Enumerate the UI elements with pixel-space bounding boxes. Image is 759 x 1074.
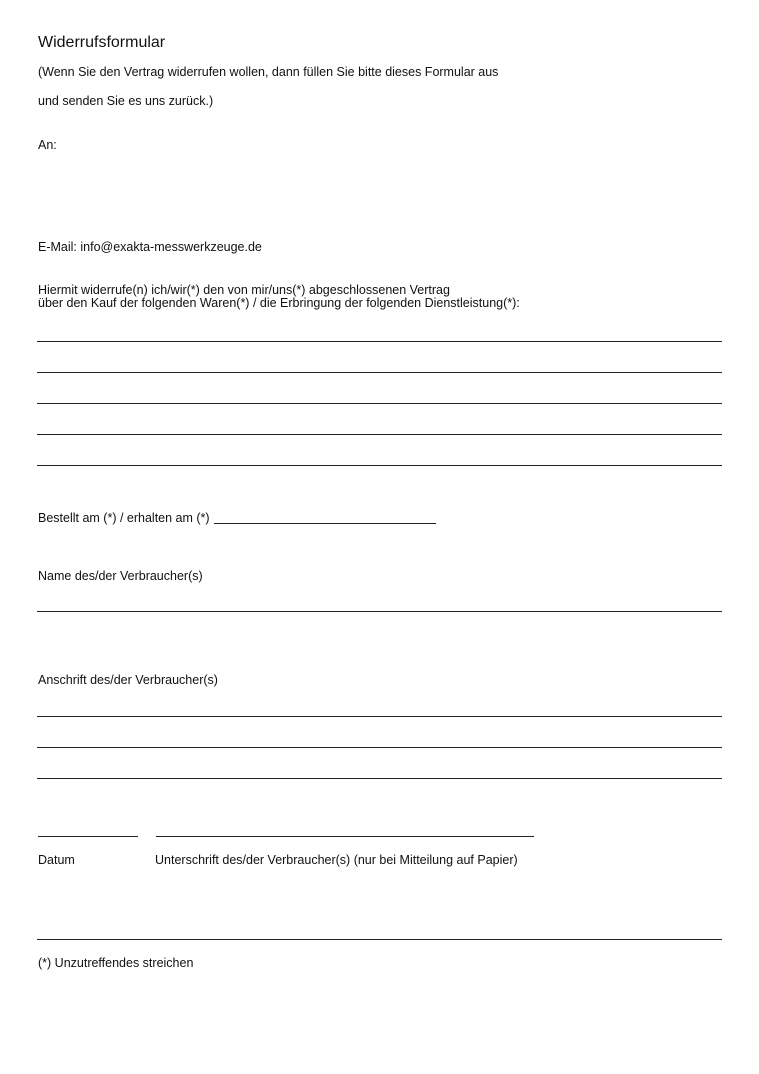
recipient-label: An: <box>38 138 57 152</box>
statement-line-2: über den Kauf der folgenden Waren(*) / die Erbringung der folgenden Dienstleistung(*): <box>38 296 520 310</box>
date-label: Datum <box>38 853 75 867</box>
consumer-name-label: Name des/der Verbraucher(s) <box>38 569 203 583</box>
address-line-2[interactable] <box>37 747 722 748</box>
ordered-received-line[interactable] <box>214 523 436 524</box>
consumer-name-line[interactable] <box>37 611 722 612</box>
goods-line-5[interactable] <box>37 465 722 466</box>
goods-line-4[interactable] <box>37 434 722 435</box>
goods-line-1[interactable] <box>37 341 722 342</box>
signature-line[interactable] <box>156 836 534 837</box>
goods-line-3[interactable] <box>37 403 722 404</box>
intro-line-2: und senden Sie es uns zurück.) <box>38 94 214 108</box>
ordered-received-row <box>38 511 436 525</box>
statement-line-1: Hiermit widerrufe(n) ich/wir(*) den von mir/uns(*) abgeschlossenen Vertrag <box>38 283 450 297</box>
address-line-1[interactable] <box>37 716 722 717</box>
form-title: Widerrufsformular <box>38 34 166 51</box>
signature-label: Unterschrift des/der Verbraucher(s) (nur bei Mitteilung auf Papier) <box>155 853 518 867</box>
intro-line-1: (Wenn Sie den Vertrag widerrufen wollen, dann füllen Sie bitte dieses Formular aus <box>38 65 499 79</box>
footer-divider <box>37 939 722 940</box>
date-line[interactable] <box>38 836 138 837</box>
footnote: (*) Unzutreffendes streichen <box>38 956 194 970</box>
address-line-3[interactable] <box>37 778 722 779</box>
email-line: E-Mail: info@exakta-messwerkzeuge.de <box>38 240 262 254</box>
ordered-received-label: Bestellt am (*) / erhalten am (*) <box>38 511 210 525</box>
consumer-address-label: Anschrift des/der Verbraucher(s) <box>38 673 218 687</box>
goods-line-2[interactable] <box>37 372 722 373</box>
